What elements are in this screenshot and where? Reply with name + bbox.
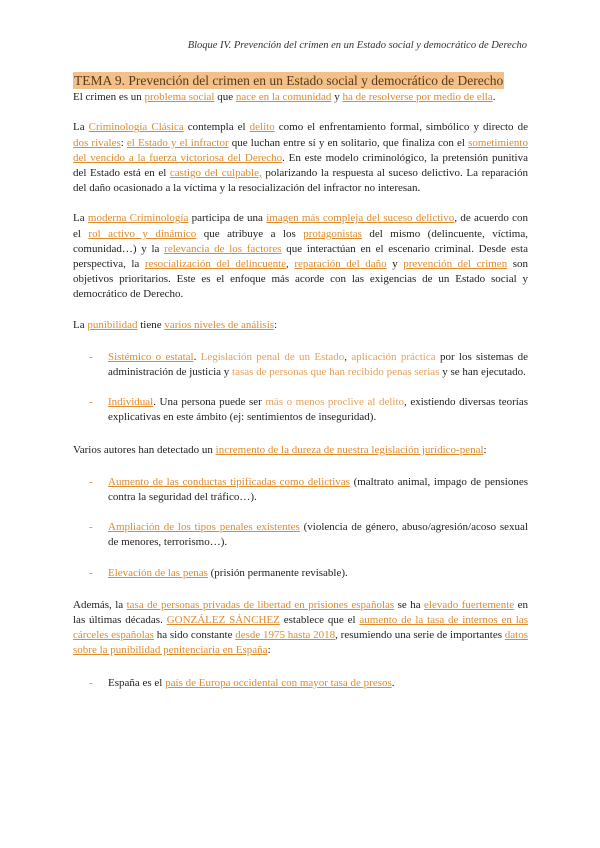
highlight-plain: tasas de personas que han recibido penas serias bbox=[232, 366, 440, 379]
text-run: , de acuerdo con el bbox=[73, 212, 528, 240]
text-run: (prisión permanente revisable). bbox=[207, 566, 348, 579]
text-run: , resumiendo una serie de importantes bbox=[335, 629, 505, 642]
text-run: , existiendo diversas teorías explicativas en este ámbito (ej: sentimientos de inseguridad). bbox=[108, 396, 528, 424]
highlight: Sistémico o estatal bbox=[108, 350, 194, 363]
highlight: el Estado y el infractor bbox=[126, 136, 229, 149]
text-run: y se han ejecutado. bbox=[439, 366, 526, 379]
highlight: tasa de personas privadas de libertad en prisiones españolas bbox=[126, 598, 395, 611]
text-run: contempla el bbox=[183, 121, 250, 134]
text-run: y bbox=[386, 258, 404, 271]
text-run: (violencia de género, abuso/agresión/acoso sexual de menores, terrorismo…). bbox=[108, 521, 528, 549]
text-run: Varios autores han detectado un bbox=[73, 443, 216, 456]
highlight: rol activo y dinámico bbox=[88, 227, 197, 240]
list-item: - Sistémico o estatal. Legislación penal de un Estado, aplicación práctica por los sistemas de administración de justicia y tasas de personas que han recibido penas serias y se han ejecutado. bbox=[89, 350, 528, 379]
highlight: nace en la comunidad bbox=[235, 91, 332, 104]
highlight: reparación del daño bbox=[294, 258, 387, 271]
highlight: GONZÁLEZ SÁNCHEZ bbox=[166, 614, 280, 627]
highlight: desde 1975 hasta 2018 bbox=[235, 629, 336, 642]
bullet-list-dureza bbox=[73, 475, 528, 581]
highlight: varios niveles de análisis bbox=[164, 318, 275, 331]
paragraph-criminologia-clasica bbox=[73, 120, 528, 196]
text-run: como el enfrentamiento formal, simbólico y directo de bbox=[274, 121, 528, 134]
highlight: sometimiento del vencido a la fuerza victoriosa del Derecho bbox=[73, 136, 528, 164]
paragraph-prisiones bbox=[73, 598, 528, 659]
text-run: que atribuye a los bbox=[196, 227, 304, 240]
text-run: . bbox=[492, 91, 496, 104]
highlight: Elevación de las penas bbox=[108, 566, 208, 579]
highlight: datos sobre la punibilidad penitenciaria en España bbox=[73, 629, 528, 657]
text-run: , bbox=[286, 258, 295, 271]
text-run: La bbox=[73, 318, 88, 331]
text-run: del mismo (delincuente, víctima, comunidad…) y la bbox=[73, 227, 528, 255]
text-run: se ha bbox=[394, 598, 425, 611]
paragraph-punibilidad bbox=[73, 318, 528, 333]
highlight: protagonistas bbox=[303, 227, 362, 240]
highlight: dos rivales bbox=[73, 136, 121, 149]
text-run: y bbox=[331, 91, 343, 104]
text-run: : bbox=[120, 136, 127, 149]
text-run: : bbox=[274, 318, 278, 331]
highlight-plain: aplicación práctica bbox=[351, 350, 436, 363]
highlight: moderna Criminología bbox=[87, 212, 189, 225]
text-run: (maltrato animal, impago de pensiones contra la seguridad del tráfico…). bbox=[108, 475, 528, 504]
bullet-list-niveles bbox=[73, 350, 528, 426]
section-title-line bbox=[73, 72, 528, 90]
highlight: punibilidad bbox=[87, 318, 138, 331]
paragraph-incremento bbox=[73, 443, 528, 458]
text-run: son objetivos prioritarios. Este es el enfoque más acorde con las exigencias de un Estado social y democrático de Derecho. bbox=[73, 258, 529, 301]
highlight: relevancia de los factores bbox=[164, 242, 282, 255]
text-run: . bbox=[391, 676, 395, 689]
text-run: establece que el bbox=[279, 614, 360, 627]
highlight: Criminología Clásica bbox=[88, 121, 184, 134]
text-run: polarizando la respuesta al suceso delictivo. La reparación del daño ocasionado a la víctima y la resocialización del infractor no interesan. bbox=[73, 167, 528, 195]
highlight: resocialización del delincuente bbox=[144, 258, 287, 271]
section-title: TEMA 9. Prevención del crimen en un Estado social y democrático de Derecho bbox=[74, 73, 504, 88]
highlight: aumento de la tasa de internos en las cárceles españolas bbox=[73, 614, 528, 642]
text-run: tiene bbox=[137, 318, 165, 331]
text-run: que interactúan en el escenario criminal. Desde esta perspectiva, la bbox=[73, 242, 528, 271]
text-run: , bbox=[344, 350, 352, 363]
list-item: - Ampliación de los tipos penales existentes (violencia de género, abuso/agresión/acoso sexual de menores, terrorismo…). bbox=[89, 521, 528, 549]
text-run: . En este modelo criminológico, la pretensión punitiva del Estado está en el bbox=[73, 151, 528, 180]
highlight: incremento de la dureza de nuestra legislación jurídico-penal bbox=[215, 443, 484, 456]
text-run: El crimen es un bbox=[73, 91, 145, 104]
highlight-plain: más o menos proclive al delito bbox=[265, 396, 405, 409]
text-run: Además, la bbox=[73, 598, 127, 611]
highlight: problema social bbox=[144, 91, 215, 104]
text-run: España es el bbox=[108, 676, 166, 689]
text-run: que luchan entre sí y en solitario, que finaliza con el bbox=[228, 136, 469, 149]
highlight: elevado fuertemente bbox=[424, 598, 515, 611]
text-run: . Una persona puede ser bbox=[153, 396, 266, 409]
highlight: delito bbox=[249, 121, 275, 134]
document-body bbox=[73, 72, 528, 691]
text-run: participa de una bbox=[188, 212, 267, 225]
highlight: ha de resolverse por medio de ella bbox=[342, 91, 493, 104]
text-run: . bbox=[193, 350, 201, 363]
paragraph-intro bbox=[73, 90, 528, 105]
text-run: en las últimas décadas. bbox=[73, 598, 529, 627]
highlight: castigo del culpable, bbox=[169, 167, 262, 180]
text-run: La bbox=[73, 121, 89, 134]
highlight: país de Europa occidental con mayor tasa de presos bbox=[165, 676, 392, 689]
text-run: que bbox=[214, 91, 236, 104]
highlight: Ampliación de los tipos penales existentes bbox=[108, 521, 300, 534]
highlight: prevención del crimen bbox=[403, 258, 508, 271]
text-run: por los sistemas de administración de justicia y bbox=[108, 350, 528, 379]
text-run: ha sido constante bbox=[153, 629, 236, 642]
text-run: : bbox=[483, 443, 487, 456]
list-item: - Aumento de las conductas tipificadas como delictivas (maltrato animal, impago de pensiones contra la seguridad del tráfico…). bbox=[89, 475, 528, 504]
highlight-plain: Legislación penal de un Estado bbox=[200, 350, 345, 363]
text-run: : bbox=[267, 644, 271, 657]
list-item: - Individual. Una persona puede ser más o menos proclive al delito, existiendo diversas teorías explicativas en este ámbito (ej: sentimientos de inseguridad). bbox=[89, 396, 528, 424]
highlight: imagen más compleja del suceso delictivo bbox=[266, 212, 455, 225]
text-run: La bbox=[73, 212, 88, 225]
running-header: Bloque IV. Prevención del crimen en un Estado social y democrático de Derecho bbox=[187, 40, 527, 51]
paragraph-moderna-criminologia bbox=[73, 211, 528, 302]
list-item: - Elevación de las penas (prisión permanente revisable). bbox=[89, 566, 348, 579]
bullet-list-datos bbox=[73, 676, 528, 691]
highlight: Aumento de las conductas tipificadas como delictivas bbox=[108, 475, 350, 488]
list-item: - España es el país de Europa occidental con mayor tasa de presos. bbox=[89, 676, 395, 689]
highlight: Individual bbox=[108, 396, 154, 409]
